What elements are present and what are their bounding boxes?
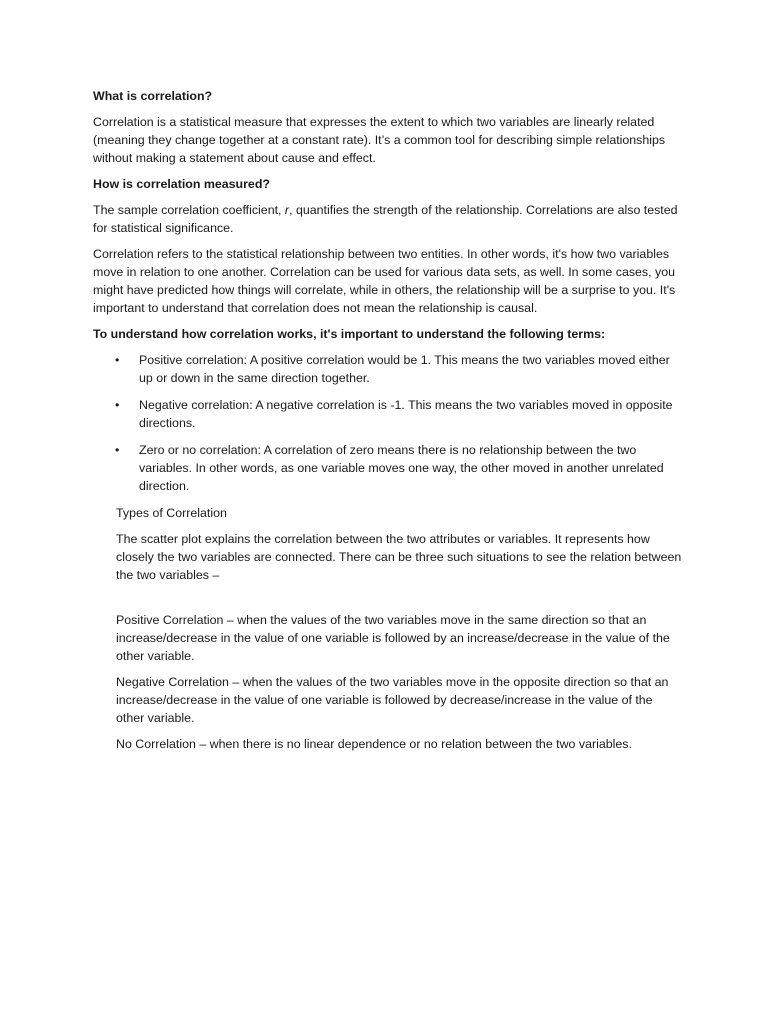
- spacer: [116, 584, 683, 611]
- terms-list: [93, 351, 683, 495]
- list-item: [93, 441, 683, 495]
- bullet-icon: •: [115, 443, 120, 457]
- list-item-text: Negative correlation: A negative correlation is -1. This means the two variables moved in opposite directions.: [139, 398, 673, 430]
- paragraph-scatter-plot: The scatter plot explains the correlation between the two attributes or variables. It represents how closely the two variables are connected. There can be three such situations to see the relation between the two variables –: [116, 532, 682, 582]
- heading-what-is-correlation: What is correlation?: [93, 89, 213, 103]
- paragraph-relationship: Correlation refers to the statistical relationship between two entities. In other words, it's how two variables move in relation to one another. Correlation can be used for various data sets, as well. In some cases, you might have predicted how things will correlate, while in others, the relationship will be a surprise to you. It's important to understand that correlation does not mean the relationship is causal.: [93, 247, 676, 315]
- bullet-icon: •: [115, 353, 120, 367]
- list-item: [93, 351, 683, 387]
- paragraph-no-correlation: No Correlation – when there is no linear dependence or no relation between the two variables.: [116, 737, 632, 751]
- document-body: [93, 87, 683, 761]
- list-item-text: Zero or no correlation: A correlation of zero means there is no relationship between the two variables. In other words, as one variable moves one way, the other moved in another unrelated direction.: [139, 443, 664, 493]
- list-item-text: Positive correlation: A positive correlation would be 1. This means the two variables moved either up or down in the same direction together.: [139, 353, 670, 385]
- paragraph-coefficient: [93, 201, 683, 237]
- coefficient-text-end: , quantifies the strength of the relationship. Correlations are also tested for statistical significance.: [93, 203, 678, 235]
- types-section: [93, 504, 683, 753]
- paragraph-positive-correlation: Positive Correlation – when the values of the two variables move in the same direction so that an increase/decrease in the value of one variable is followed by an increase/decrease in the value of the other variable.: [116, 613, 670, 663]
- heading-terms: To understand how correlation works, it's important to understand the following terms:: [93, 327, 606, 341]
- coefficient-symbol: r: [284, 203, 290, 217]
- paragraph-negative-correlation: Negative Correlation – when the values of the two variables move in the opposite direction so that an increase/decrease in the value of one variable is followed by decrease/increase in the value of the other variable.: [116, 675, 669, 725]
- bullet-icon: •: [115, 398, 120, 412]
- coefficient-text-start: The sample correlation coefficient,: [93, 203, 285, 217]
- paragraph-definition: Correlation is a statistical measure that expresses the extent to which two variables are linearly related (meaning they change together at a constant rate). It’s a common tool for describing simple relationships without making a statement about cause and effect.: [93, 115, 666, 165]
- heading-how-measured: How is correlation measured?: [93, 177, 270, 191]
- list-item: [93, 396, 683, 432]
- heading-types-of-correlation: Types of Correlation: [116, 506, 227, 520]
